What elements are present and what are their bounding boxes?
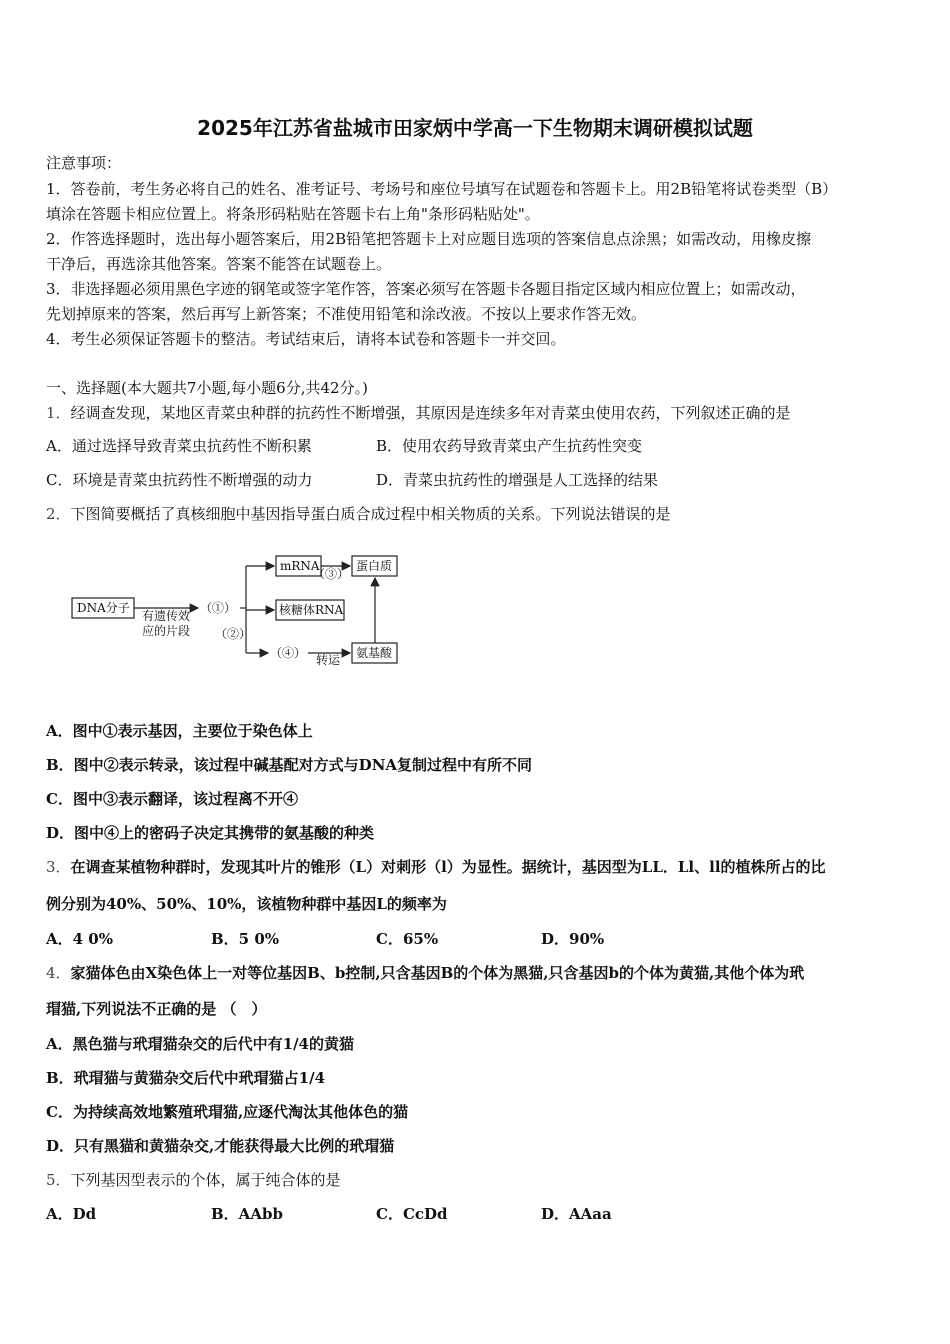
question-number: 3． [46, 858, 71, 876]
question-number: 1． [46, 404, 71, 422]
question-3-stem-cont: 例分别为40%、50%、10%，该植物种群中基因L的频率为 [46, 895, 447, 913]
question-number: 5． [46, 1171, 71, 1189]
question-3-stem [46, 856, 826, 877]
q4-option-b: B．玳瑁猫与黄猫杂交后代中玳瑁猫占1/4 [46, 1069, 326, 1087]
q5-option-b: B．AAbb [211, 1205, 283, 1223]
question-text: 家猫体色由X染色体上一对等位基因B、b控制,只含基因B的个体为黑猫,只含基因b的个体为黄猫,其他个体为玳 [70, 964, 805, 982]
q4-option-c: C．为持续高效地繁殖玳瑁猫,应逐代淘汰其他体色的猫 [46, 1103, 409, 1121]
question-2-stem [46, 503, 671, 524]
q1-options-row2 [46, 469, 906, 489]
diagram-label-amino: 氨基酸 [356, 646, 393, 660]
question-1-stem [46, 402, 791, 423]
gene-expression-diagram [70, 548, 430, 678]
notice-line: 4．考生必须保证答题卡的整洁。考试结束后，请将本试卷和答题卡一并交回。 [46, 330, 566, 348]
q2-option-d: D．图中④上的密码子决定其携带的氨基酸的种类 [46, 824, 375, 842]
question-text: 经调查发现，某地区青菜虫种群的抗药性不断增强，其原因是连续多年对青菜虫使用农药，下列叙述正确的是 [70, 404, 791, 422]
q3-options [46, 928, 906, 948]
notice-line: 1．答卷前，考生务必将自己的姓名、准考证号、考场号和座位号填写在试题卷和答题卡上。用2B铅笔将试卷类型（B） [46, 180, 838, 198]
section-heading: 一、选择题(本大题共7小题,每小题6分,共42分。) [46, 379, 368, 397]
diagram-label-protein: 蛋白质 [356, 559, 393, 573]
q4-option-a: A．黑色猫与玳瑁猫杂交的后代中有1/4的黄猫 [46, 1035, 354, 1053]
diagram-label-circ1: （①） [200, 601, 237, 615]
q3-option-d: D．90% [541, 930, 605, 948]
diagram-label-rrna: 核糖体RNA [279, 603, 344, 617]
diagram-label-segment: 有遗传效 [142, 609, 191, 623]
q3-option-b: B．5 0% [211, 930, 280, 948]
question-text: 下列基因型表示的个体，属于纯合体的是 [70, 1171, 341, 1189]
q1-option-a: A．通过选择导致青菜虫抗药性不断积累 [46, 437, 312, 455]
q2-option-b: B．图中②表示转录，该过程中碱基配对方式与DNA复制过程中有所不同 [46, 756, 533, 774]
diagram-label-circ3: （③） [313, 567, 350, 581]
q4-option-d: D．只有黑猫和黄猫杂交,才能获得最大比例的玳瑁猫 [46, 1137, 395, 1155]
q2-option-c: C．图中③表示翻译，该过程离不开④ [46, 790, 298, 808]
diagram-label-segment: 应的片段 [142, 624, 191, 638]
notice-line: 3．非选择题必须用黑色字迹的钢笔或签字笔作答，答案必须写在答题卡各题目指定区域内相应位置上；如需改动， [46, 280, 806, 298]
question-5-stem [46, 1169, 341, 1190]
question-4-stem-cont: 瑁猫,下列说法不正确的是 （ ） [46, 1000, 267, 1018]
question-text: 下图简要概括了真核细胞中基因指导蛋白质合成过程中相关物质的关系。下列说法错误的是 [70, 505, 671, 523]
page-title: 2025年江苏省盐城市田家炳中学高一下生物期末调研模拟试题 [197, 116, 753, 140]
notice-line: 干净后，再选涂其他答案。答案不能答在试题卷上。 [46, 255, 392, 273]
notice-line: 2．作答选择题时，选出每小题答案后，用2B铅笔把答题卡上对应题目选项的答案信息点涂黑；如需改动，用橡皮擦 [46, 230, 812, 248]
q5-option-d: D．AAaa [541, 1205, 612, 1223]
notice-line: 填涂在答题卡相应位置上。将条形码粘贴在答题卡右上角"条形码粘贴处"。 [46, 205, 540, 223]
diagram-label-circ4: （④） [270, 646, 307, 660]
question-number: 4． [46, 964, 71, 982]
q3-option-a: A．4 0% [46, 930, 113, 948]
notice-line: 先划掉原来的答案，然后再写上新答案；不准使用铅笔和涂改液。不按以上要求作答无效。 [46, 305, 647, 323]
q1-options-row1 [46, 435, 906, 455]
q5-option-c: C．CcDd [376, 1205, 448, 1223]
question-number: 2． [46, 505, 71, 523]
q1-option-b: B．使用农药导致青菜虫产生抗药性突变 [376, 437, 643, 455]
notice-heading: 注意事项： [46, 154, 122, 172]
diagram-label-dna: DNA分子 [77, 601, 130, 615]
q1-option-c: C．环境是青菜虫抗药性不断增强的动力 [46, 471, 313, 489]
q5-options [46, 1203, 906, 1223]
question-4-stem [46, 962, 804, 983]
diagram-label-transport: 转运 [316, 653, 341, 667]
question-text: 在调查某植物种群时，发现其叶片的锥形（L）对刺形（l）为显性。据统计，基因型为LL．Ll、ll的植株所占的比 [70, 858, 826, 876]
q3-option-c: C．65% [376, 930, 439, 948]
diagram-label-mrna: mRNA [280, 559, 320, 573]
q2-option-a: A．图中①表示基因，主要位于染色体上 [46, 722, 313, 740]
q1-option-d: D．青菜虫抗药性的增强是人工选择的结果 [376, 471, 659, 489]
q5-option-a: A．Dd [46, 1205, 97, 1223]
diagram-label-circ2: （②） [215, 627, 252, 641]
